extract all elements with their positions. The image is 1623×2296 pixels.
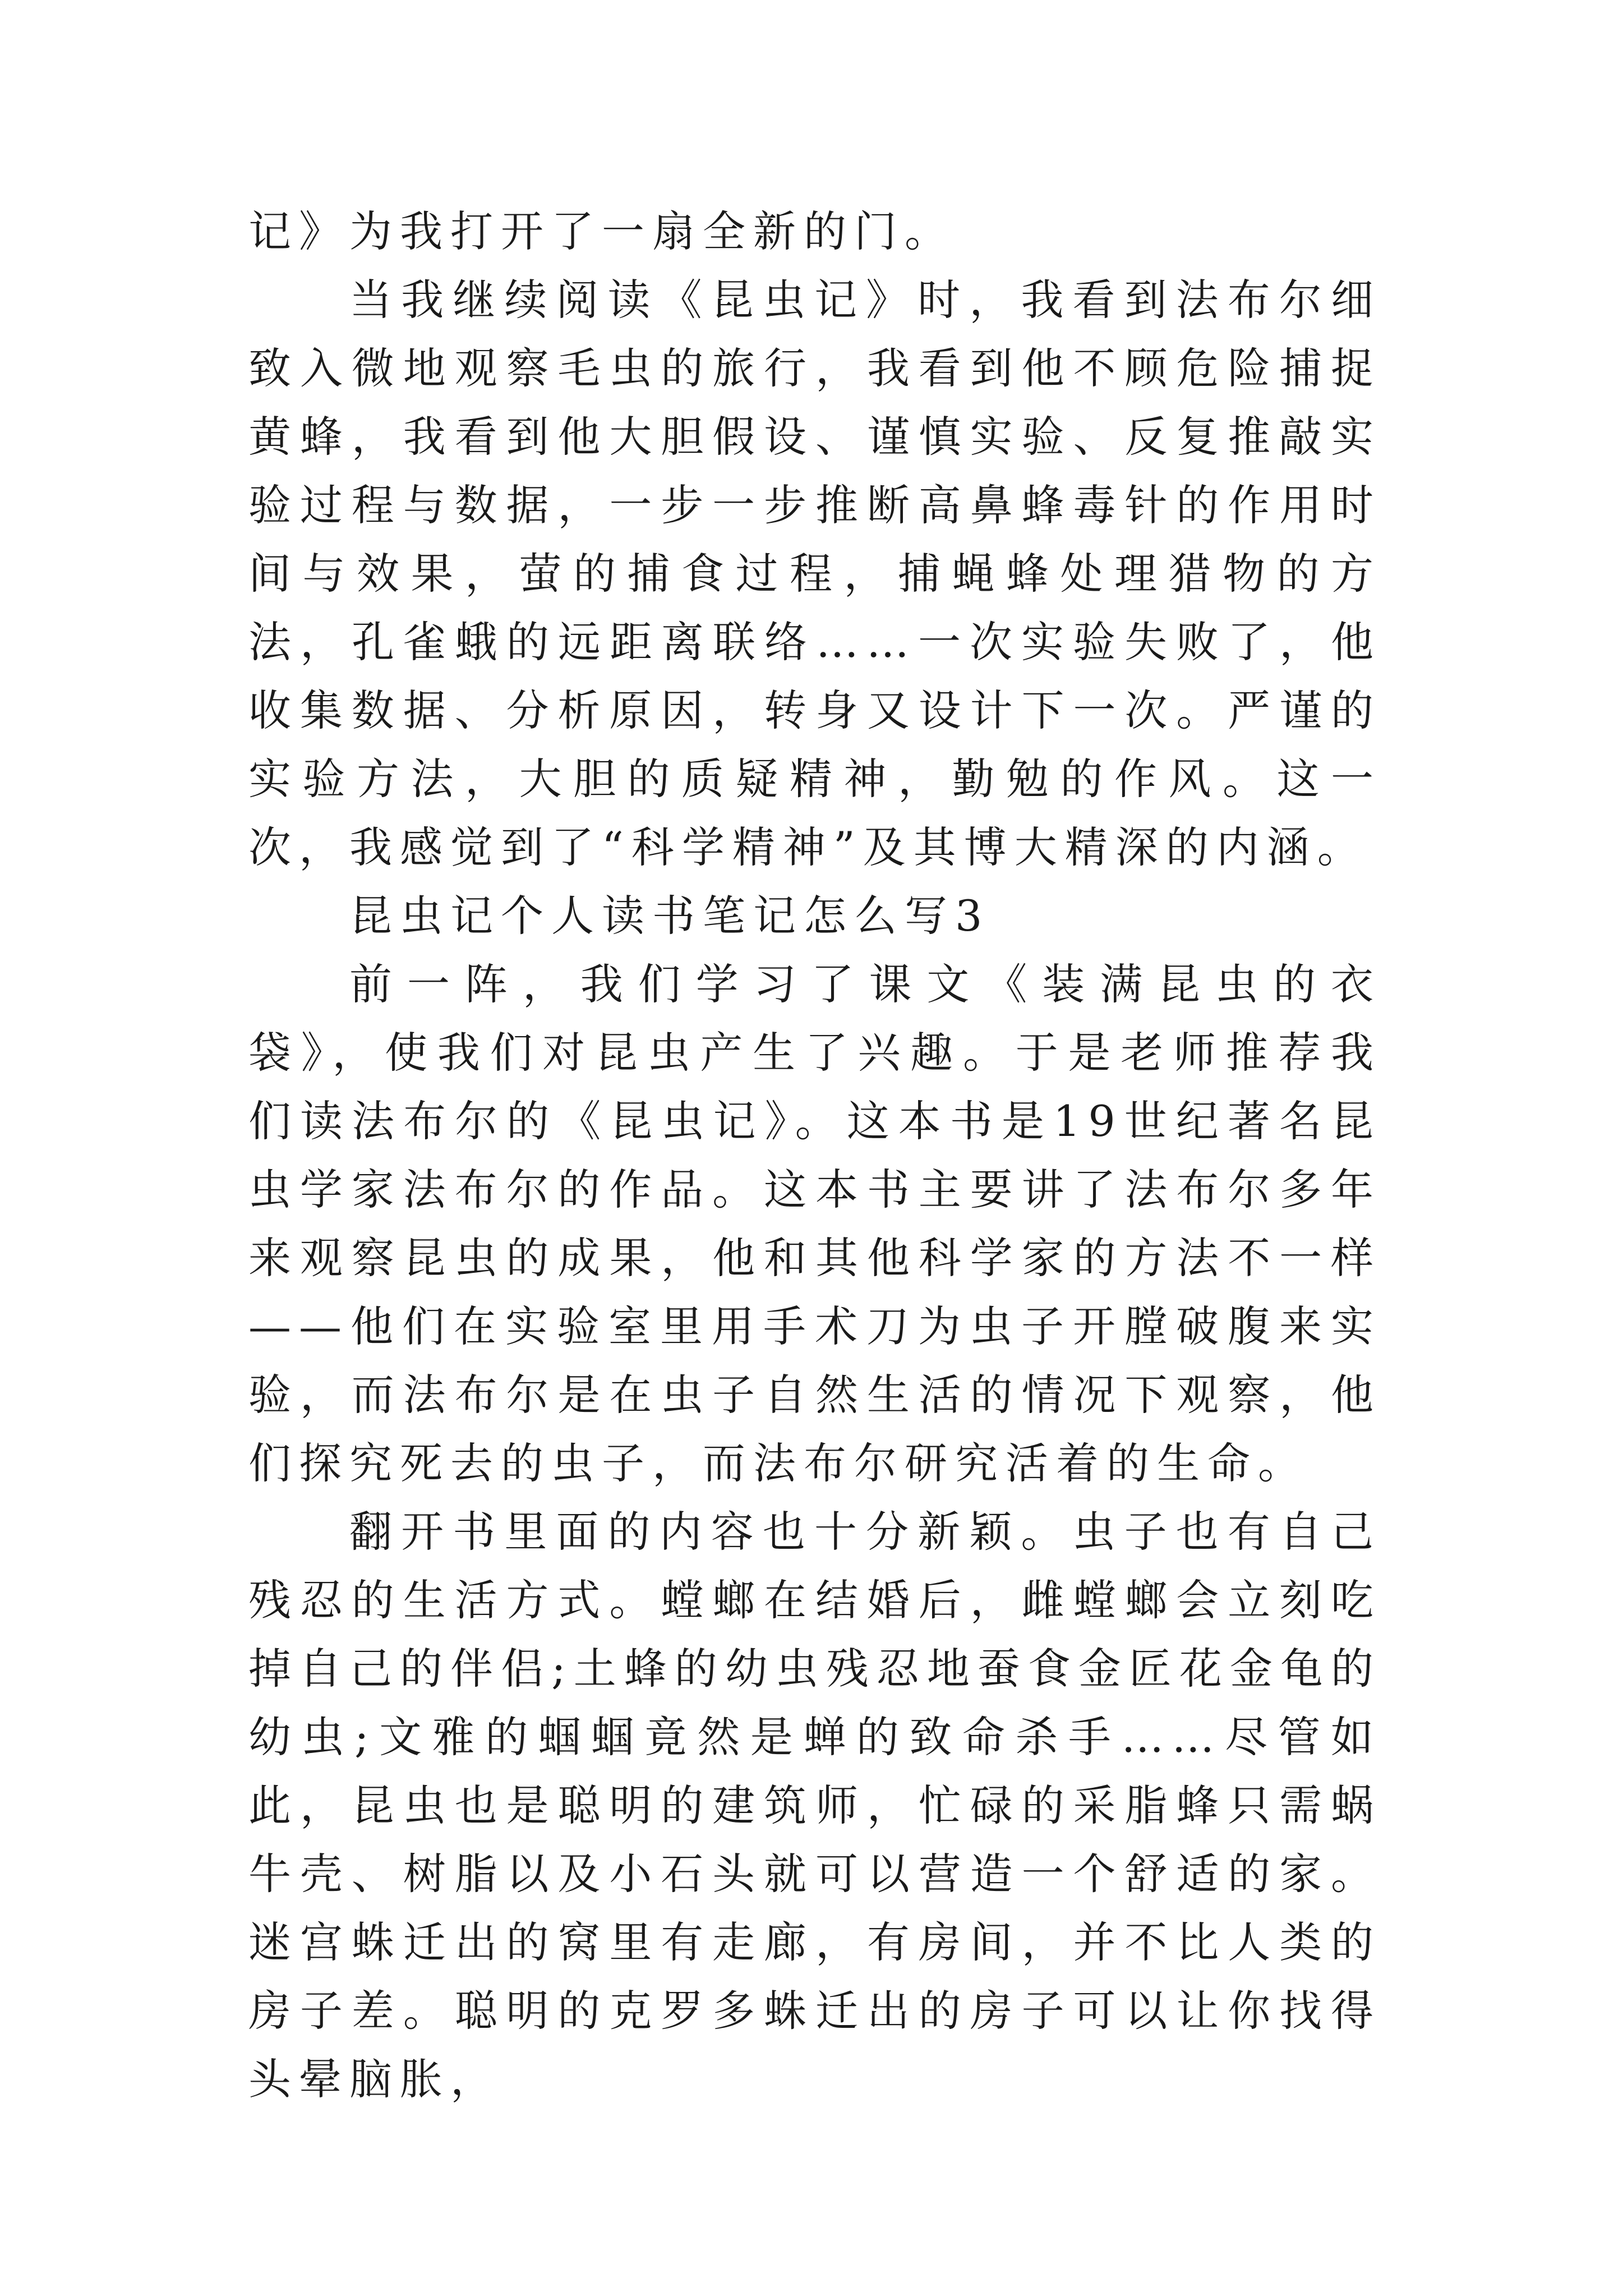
section-heading: 昆虫记个人读书笔记怎么写3: [349, 891, 990, 941]
document-body: [248, 197, 1381, 2114]
paragraph-scientific-spirit: 当我继续阅读《昆虫记》时，我看到法布尔细致入微地观察毛虫的旅行，我看到他不顾危险捕捉黄蜂，我看到他大胆假设、谨慎实验、反复推敲实验过程与数据，一步一步推断高鼻蜂毒针的作用时间与效果，萤的捕食过程，捕蝇蜂处理猎物的方法，孔雀蛾的远距离联络……一次实验失败了，他收集数据、分析原因，转身又设计下一次。严谨的实验方法，大胆的质疑精神，勤勉的作风。这一次，我感觉到了“科学精神”及其博大精深的内涵。: [248, 275, 1381, 872]
paragraph-continuation: 记》为我打开了一扇全新的门。: [248, 206, 955, 256]
paragraph-book-content: 翻开书里面的内容也十分新颖。虫子也有自己残忍的生活方式。螳螂在结婚后，雌螳螂会立刻吃掉自己的伴侣;土蜂的幼虫残忍地蚕食金匠花金龟的幼虫;文雅的蝈蝈竟然是蝉的致命杀手……尽管如此，昆虫也是聪明的建筑师，忙碌的采脂蜂只需蜗牛壳、树脂以及小石头就可以营造一个舒适的家。迷宫蛛迁出的窝里有走廊，有房间，并不比人类的房子差。聪明的克罗多蛛迁出的房子可以让你找得头晕脑胀，: [248, 1507, 1381, 2104]
paragraph-book-intro: 前一阵，我们学习了课文《装满昆虫的衣袋》，使我们对昆虫产生了兴趣。于是老师推荐我们读法布尔的《昆虫记》。这本书是19世纪著名昆虫学家法布尔的作品。这本书主要讲了法布尔多年来观察昆虫的成果，他和其他科学家的方法不一样——他们在实验室里用手术刀为虫子开膛破腹来实验，而法布尔是在虫子自然生活的情况下观察，他们探究死去的虫子，而法布尔研究活着的生命。: [248, 959, 1381, 1488]
